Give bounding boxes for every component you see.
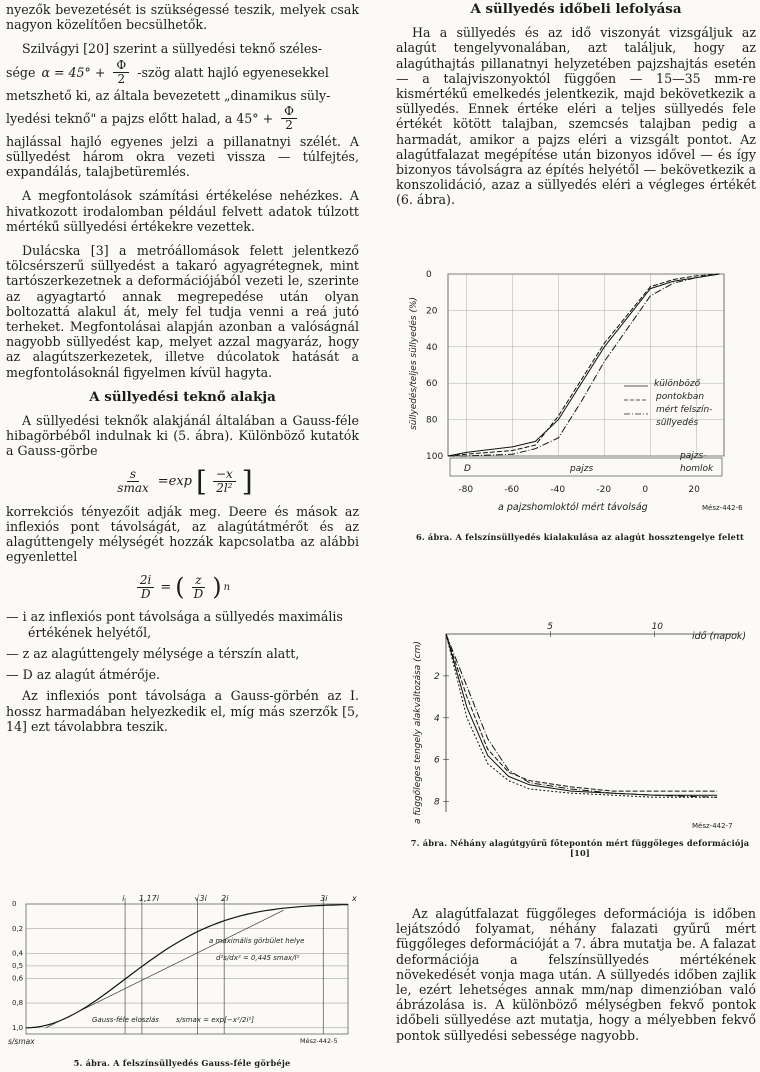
y-tick-label: 40 [426,342,438,353]
section-heading: A süllyedés időbeli lefolyása [470,1,682,17]
text: lyedési teknő" a pajzs előtt halad, a 45° + [6,110,274,126]
fraction: $\frac{\Phi}{2}$ [113,59,129,86]
figure-5 [4,892,360,1068]
series-line [448,274,719,456]
strip-label-d: D [464,464,471,474]
x-tick-label: √3i [194,894,207,903]
y-tick-label: 0,4 [12,949,24,958]
paragraph: hajlással hajló egyenes jelzi a pillanatnyi szélét. A süllyedést három okra vezeti vissza — túlfejtés, expandálás, talajbetüremlés. [6,133,359,180]
strip-label-pajzs: pajzs [570,464,594,474]
y-axis-title: süllyedés/teljes süllyedés (%) [409,296,419,430]
text-line: Szilvágyi [20] szerint a süllyedési teknő széles- [22,41,323,57]
y-tick-label: 2 [434,671,440,682]
figure-code: Mész-442-7 [692,822,733,830]
x-tick-label: 3i [320,894,328,903]
y-tick-label: 0 [426,270,432,280]
x-tick-label: -40 [550,485,566,495]
x-tick-label: 2i [221,894,229,903]
paragraph [6,41,359,56]
figure-caption: 5. ábra. A felszínsüllyedés Gauss-féle görbéje [73,1058,291,1068]
figure-code: Mész-442-6 [702,504,743,512]
paragraph: nyezők bevezetését is szükségessé teszik, melyek csak nagyon közelítően becsülhetők. [6,2,359,33]
paragraph: Dulácska [3] a metróállomások felett jelentkező tölcsérszerű süllyedést a takaró agyagrétegnek, mint tartószerkezetnek a deformációjából vezeti le, szerinte az agyagtartó annak megrepedése után olyan boltozattá alakul át, mely fel tudja venni a reá jutó terheket. Megfontolásai alapján azonban a valóságnál nagyobb süllyedést kap, melyet azzal magyaráz, hogy az alagútszerkezetek, illetve dúcolatok hatását a megfontolásoknál figyelmen kívül hagyta. [6,243,359,380]
figure-caption: 7. ábra. Néhány alagútgyűrű főtepontón mért függőleges deformációja [10] [410,838,750,858]
y-axis-title: a függőleges tengely alakváltozása (cm) [413,641,423,824]
definition-item: — z az alagúttengely mélysége a térszín alatt, [6,645,300,661]
ring-deformation-chart [402,598,758,838]
paragraph: A megfontolások számítási értékelése nehézkes. A hivatkozott irodalomban például felvett adatok túlzott mértékű süllyedési értékekre vezettek. [6,188,359,234]
definition-list [6,609,359,682]
series-line [448,274,719,456]
y-tick-label: 80 [426,415,438,426]
plot-frame [448,274,724,456]
y-tick-label: 20 [426,306,438,317]
series-line [446,634,717,797]
x-tick-label: -80 [458,485,474,495]
gauss-equation: $\frac{s}{smax}$ =exp [ $\frac{-x}{\text{2l²}}$ ] [117,464,253,498]
left-column [6,2,359,743]
gauss-curve-chart [4,892,360,1058]
definition-item: — D az alagút átmérője. [6,667,161,683]
y-tick-label: 1,0 [12,1023,24,1032]
paragraph: A süllyedési teknők alakjánál általában a Gauss-féle hibagörbéből indulnak ki (5. ábra). Különböző kutatók a Gauss-görbe [6,413,359,459]
text-line: metszhető ki, az általa bevezetett „dinamikus süly- [6,87,331,103]
text: -szög alatt hajló egyenesekkel [137,64,329,80]
paragraph: Az inflexiós pont távolsága a Gauss-görbén az I. hossz harmadában helyezkedik el, míg más szerzők [5, 14] ezt távolabbra teszik. [6,688,359,734]
text: sége [6,64,36,80]
deere-equation: $\frac{2i}{D}$ = ( $\frac{z}{D}$ ) n [6,573,359,601]
annotation-gauss-formula: s/smax = exp[−x²/2i²] [176,1016,254,1024]
x-tick-label: 0 [642,485,649,495]
paragraph: Az alagútfalazat függőleges deformációja is időben lejátszódó folyamat, néhány falazati gyűrű mért függőleges deformációját a 7. ábra mutatja be. A falazat deformációja a felszínsüllyedés mértékének növekedését vonja maga után. A süllyedés időben zajlik le, ezért lehetséges annak mm/nap dimenzióban való ábrázolása is. A különböző mélységben fekvő pontok időbeli süllyedése azt mutatja, hogy a mélyebben fekvő pontok süllyedési sebessége nagyobb. [396,906,756,1043]
y-tick-label: 6 [434,755,440,766]
annotation-max-curvature: a maximális görbület helye [209,937,305,945]
figure-6 [402,270,758,542]
paragraph: Ha a süllyedés és az idő viszonyát vizsgáljuk az alagút tengelyvonalában, azt találjuk, hogy az alagúthajtás pillanatnyi helyzetében pajzshajtás esetén — a talajviszonyoktól függően — 15—35 mm-re kismértékű emelkedés jelentkezik, majd bekövetkezik a süllyedés. Ennek értéke eléri a teljes süllyedés fele értékét kötött talajban, szemcsés talajban pedig a harmadát, amikor a pajzs eléri a vizsgált pontot. Az alagútfalazat megépítése után bizonyos idővel — és így bizonyos távolságra az építés helyétől — bekövetkezik a konszolidáció, azaz a süllyedés eléri a végleges értékét (6. ábra). [396,25,756,208]
legend-text: pontokban [656,392,705,402]
definition-item: — i az inflexiós pont távolsága a süllyedés maximális értékének helyétől, [6,609,343,640]
settlement-distance-chart [402,270,758,532]
x-axis-title: idő (napok) [692,631,747,642]
section-heading: A süllyedési teknő alakja [89,388,276,405]
legend-text: süllyedés [656,418,699,428]
x-tick-label: 20 [688,485,700,495]
fraction: $\frac{\Phi}{2}$ [281,105,297,132]
y-tick-label: 8 [434,797,440,808]
tangent-line [46,910,284,1028]
series-line [448,274,719,456]
x-axis-title: a pajzshomloktól mért távolság [498,502,648,513]
legend [624,379,714,474]
series-line [446,634,717,797]
y-tick-label: 0,6 [12,974,24,983]
y-tick-label: 0,8 [12,999,24,1008]
x-tick-label: 1,17i [138,894,159,903]
y-axis-label: s/smax [8,1037,35,1046]
right-column [396,2,756,217]
y-tick-label: 0,5 [12,961,24,970]
x-tick-label: -60 [504,485,520,495]
right-column-lower [396,906,756,1052]
inline-formula-line [6,59,359,86]
legend-text: mért felszín- [656,405,713,415]
x-tick-label: i [122,894,125,903]
x-tick-label: x [352,894,357,903]
series-line [446,634,717,791]
gauss-curve [26,905,348,1028]
figure-code: Mész-442-5 [300,1037,338,1045]
x-tick-label: -20 [596,485,612,495]
annotation-gauss: Gauss-féle eloszlás [92,1016,159,1024]
legend-text: pajzs- [680,451,707,461]
paragraph: korrekciós tényezőit adják meg. Deere és mások az inflexiós pont távolságát, az alagútátmérőt és az alagúttengely mélységét hozzák kapcsolatba az alábbi egyenlettel [6,503,359,565]
x-tick-label: 10 [651,622,664,632]
y-tick-label: 100 [426,452,444,462]
y-tick-label: 0,2 [12,924,24,933]
x-tick-label: 5 [547,622,554,632]
legend-text: különböző [654,379,701,389]
figure-7 [402,598,758,858]
y-tick-label: 4 [434,713,440,724]
figure-caption: 6. ábra. A felszínsüllyedés kialakulása az alagút hossztengelye felett [415,532,745,542]
legend-text: homlok [680,464,714,474]
y-tick-label: 0 [12,900,17,908]
y-tick-label: 60 [426,379,438,390]
math: α = 45° + [41,64,106,80]
annotation-derivative: d²s/dx² = 0,445 smax/l² [216,954,300,962]
inline-formula-line [6,105,359,132]
series-line [446,634,717,795]
